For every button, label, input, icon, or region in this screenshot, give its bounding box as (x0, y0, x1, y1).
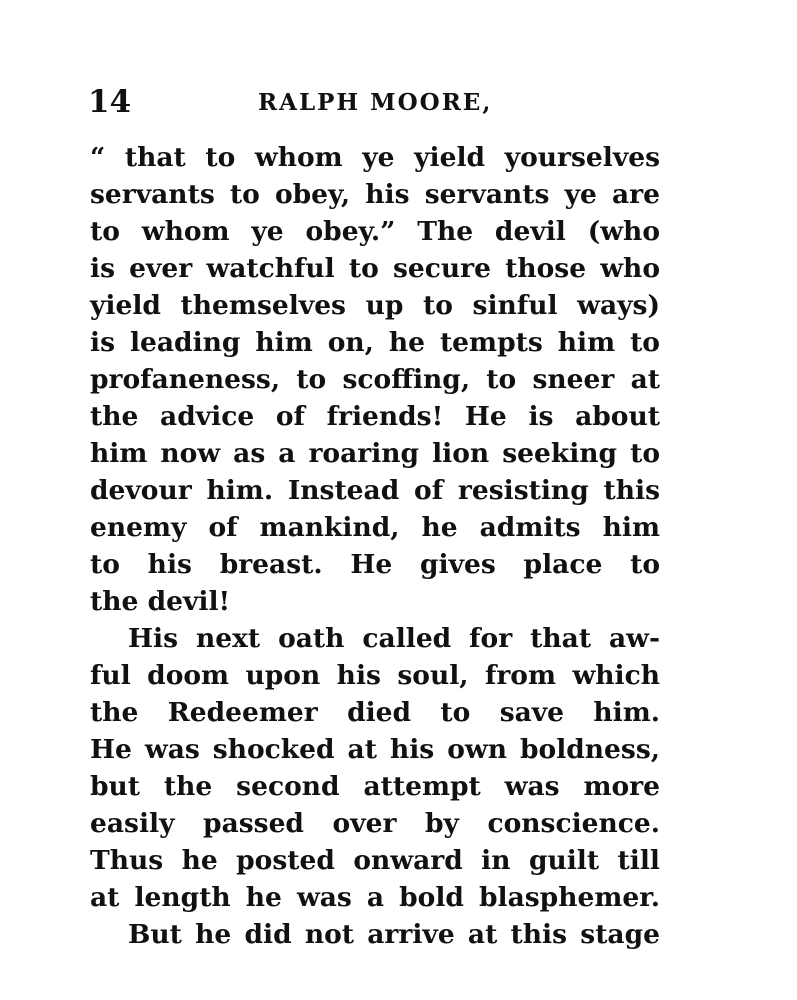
text-line: profaneness, to scoffing, to sneer at (90, 364, 660, 395)
text-line: Thus he posted onward in guilt till (90, 845, 660, 876)
text-line: but the second attempt was more (90, 771, 660, 802)
text-line: He was shocked at his own boldness, (90, 734, 660, 765)
paragraph-first-line: His next oath called for that aw- (128, 623, 660, 654)
page-number: 14 (88, 84, 132, 120)
text-line: is ever watchful to secure those who (90, 253, 660, 284)
paragraph-end-line: the devil! (90, 586, 231, 617)
text-line: servants to obey, his servants ye are (90, 179, 660, 210)
text-line: the Redeemer died to save him. (90, 697, 660, 728)
body-text (90, 139, 660, 953)
text-line: to whom ye obey.” The devil (who (90, 216, 660, 247)
text-line: ful doom upon his soul, from which (90, 660, 660, 691)
text-line: devour him. Instead of resisting this (90, 475, 660, 506)
text-line: yield themselves up to sinful ways) (90, 290, 660, 321)
text-line: at length he was a bold blasphemer. (90, 882, 660, 913)
text-line: easily passed over by conscience. (90, 808, 660, 839)
text-line: “ that to whom ye yield yourselves (90, 142, 660, 173)
text-line: him now as a roaring lion seeking to (90, 438, 660, 469)
text-line: the advice of friends! He is about (90, 401, 660, 432)
text-line: enemy of mankind, he admits him (90, 512, 660, 543)
text-line: to his breast. He gives place to (90, 549, 660, 580)
text-line: is leading him on, he tempts him to (90, 327, 660, 358)
paragraph-first-line: But he did not arrive at this stage (128, 919, 660, 950)
running-title: RALPH MOORE, (258, 89, 493, 116)
